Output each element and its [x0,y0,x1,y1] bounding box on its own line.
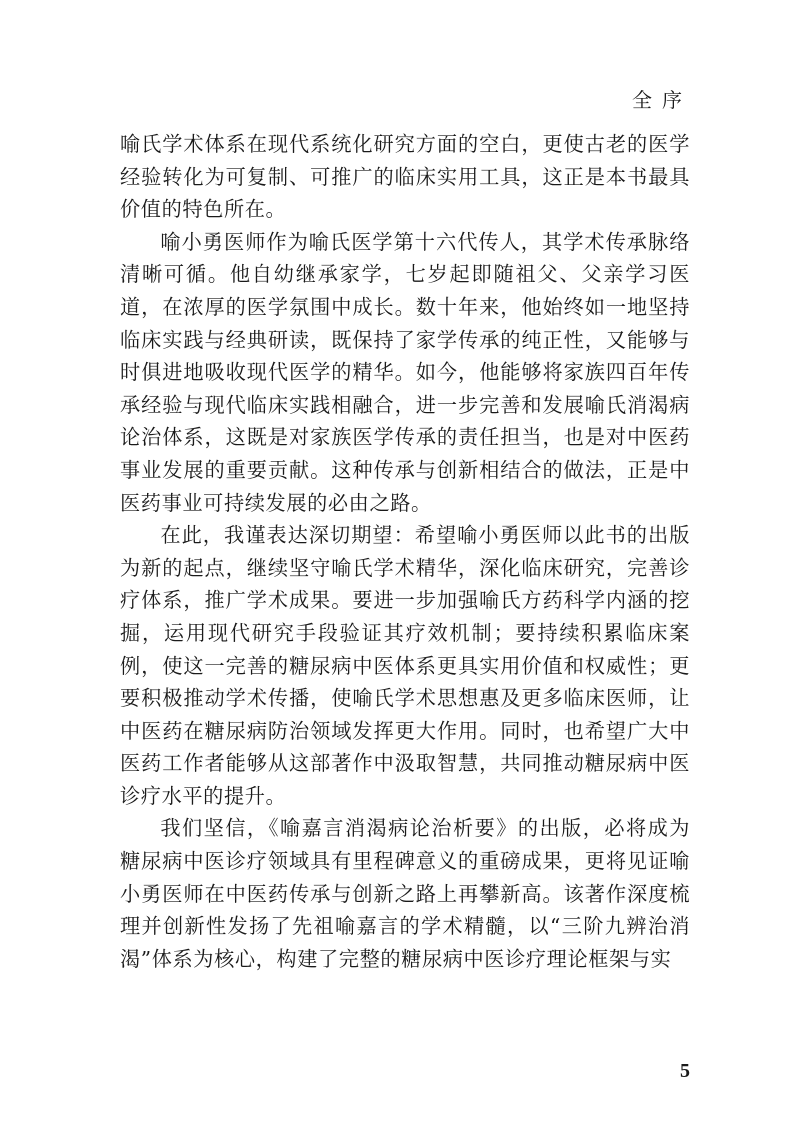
page-number: 5 [680,1060,690,1082]
paragraph: 我们坚信，《喻嘉言消渴病论治析要》的出版，必将成为糖尿病中医诊疗领域具有里程碑意义的重磅成果，更将见证喻小勇医师在中医药传承与创新之路上再攀新高。该著作深度梳理并创新性发扬了先祖喻嘉言的学术精髓，以“三阶九辨治消渴”体系为核心，构建了完整的糖尿病中医诊疗理论框架与实 [120,816,690,971]
paragraph: 在此，我谨表达深切期望：希望喻小勇医师以此书的出版为新的起点，继续坚守喻氏学术精华，深化临床研究，完善诊疗体系，推广学术成果。要进一步加强喻氏方药科学内涵的挖掘，运用现代研究手段验证其疗效机制；要持续积累临床案例，使这一完善的糖尿病中医体系更具实用价值和权威性；更要积极推动学术传播，使喻氏学术思想惠及更多临床医师，让中医药在糖尿病防治领域发挥更大作用。同时，也希望广大中医药工作者能够从这部著作中汲取智慧，共同推动糖尿病中医诊疗水平的提升。 [120,523,690,808]
running-header: 全序 [632,88,692,112]
paragraph-continued: 喻氏学术体系在现代系统化研究方面的空白，更使古老的医学经验转化为可复制、可推广的临床实用工具，这正是本书最具价值的特色所在。 [120,132,690,222]
paragraph: 喻小勇医师作为喻氏医学第十六代传人，其学术传承脉络清晰可循。他自幼继承家学，七岁起即随祖父、父亲学习医道，在浓厚的医学氛围中成长。数十年来，他始终如一地坚持临床实践与经典研读，既保持了家学传承的纯正性，又能够与时俱进地吸收现代医学的精华。如今，他能够将家族四百年传承经验与现代临床实践相融合，进一步完善和发展喻氏消渴病论治体系，这既是对家族医学传承的责任担当，也是对中医药事业发展的重要贡献。这种传承与创新相结合的做法，正是中医药事业可持续发展的必由之路。 [120,229,690,515]
body-text [120,128,690,975]
